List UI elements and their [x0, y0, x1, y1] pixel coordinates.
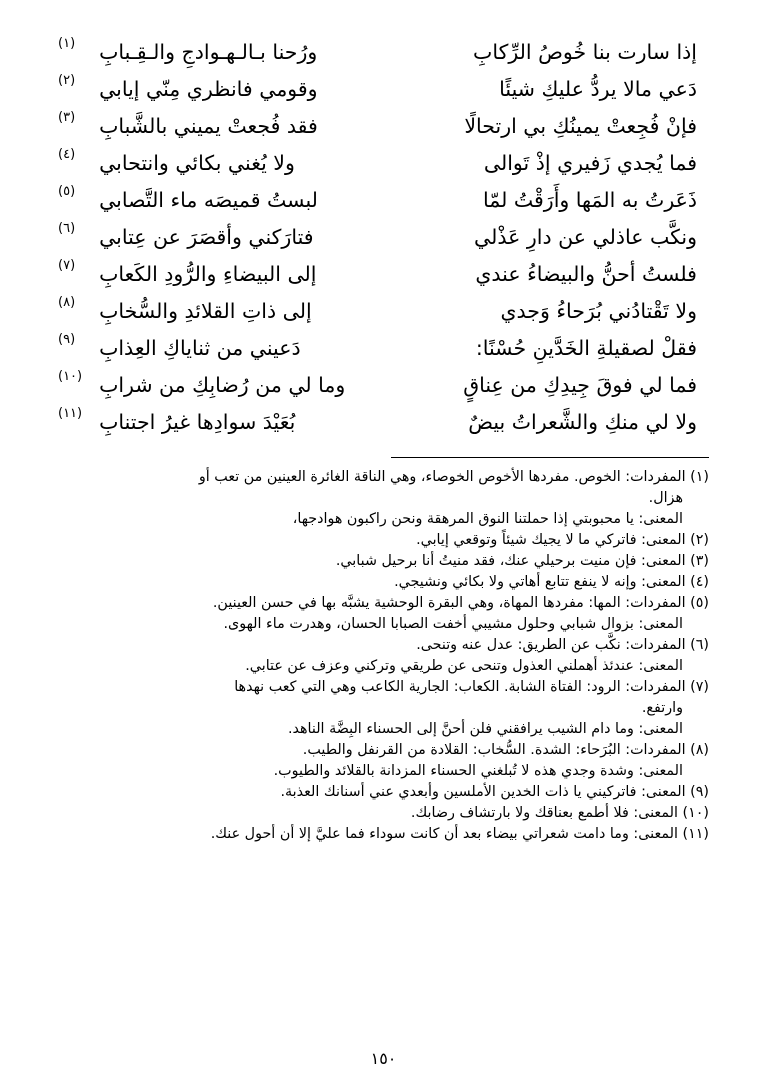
- footnote-separator-rule: [391, 457, 709, 458]
- verse-row: [58, 71, 709, 108]
- verse-hemistich-left: وما لي من رُضابِكِ من شرابِ: [99, 372, 346, 397]
- verse-hemistich-right: فما لي فوقَ جِيدِكِ من عِناقٍ: [463, 372, 697, 397]
- verse-number: (٣): [58, 110, 76, 125]
- poem-table: [58, 34, 709, 441]
- page-number: ١٥٠: [370, 1049, 397, 1068]
- verse-row: [58, 367, 709, 404]
- verse-hemistich-left: وقومي فانظري مِنّي إيابي: [99, 76, 318, 101]
- verse-hemistich-right: ولا تَقْتادُني بُرَحاءُ وَجدي: [500, 298, 697, 323]
- footnote-line: المعنى: وشدة وجدي هذه لا تُبلغني الحسناء المزدانة بالقلائد والطيوب.: [273, 763, 683, 780]
- verse-hemistich-right: فقلْ لصقيلةِ الخَدَّينِ حُسْنًا:: [475, 335, 697, 360]
- verse-row: [58, 145, 709, 182]
- verse-hemistich-right: ونكَّب عاذلي عن دارِ عَذْلي: [474, 224, 697, 249]
- verse-number: (٧): [58, 258, 76, 273]
- footnote-line: هزال.: [648, 490, 683, 507]
- footnote-line: وارتفع.: [641, 700, 683, 717]
- verse-row: [58, 256, 709, 293]
- footnote-line: (٥) المفردات: المها: مفردها المهاة، وهي البقرة الوحشية يشبَّه بها في حسن العينين.: [212, 595, 709, 612]
- verse-hemistich-right: ذَعَرتُ به المَها وأَرَقْتُ لمّا: [483, 187, 697, 212]
- verse-number: (٨): [58, 295, 76, 310]
- verse-hemistich-right: دَعي مالا يردُّ عليكِ شيئًا: [499, 76, 697, 101]
- poem-body: [58, 34, 709, 441]
- footnotes: [58, 467, 709, 845]
- footnote-item: [58, 593, 709, 635]
- footnote-line: (٨) المفردات: البُرَحاء: الشدة. السُّخاب: القلادة من القرنفل والطيب.: [302, 742, 709, 759]
- verse-hemistich-left: فقد فُجعتْ يميني بالشَّبابِ: [99, 113, 318, 138]
- verse-row: [58, 330, 709, 367]
- verse-hemistich-right: ولا لي منكِ والشَّعراتُ بيضٌ: [468, 409, 697, 434]
- verse-row: [58, 182, 709, 219]
- footnote-separator-wrap: [58, 457, 709, 458]
- footnote-line: (٦) المفردات: نكَّب عن الطريق: عدل عنه وتنحى.: [416, 637, 709, 654]
- footnote-item: [58, 551, 709, 572]
- verse-hemistich-right: فإنْ فُجِعتْ يمينُكِ بي ارتحالًا: [464, 113, 697, 138]
- footnote-line: (٢) المعنى: فاتركي ما لا يجيك شيئاً وتوقعي إيابي.: [416, 532, 709, 549]
- footnote-line: (٧) المفردات: الرود: الفتاة الشابة. الكعاب: الجارية الكاعب وهي التي كعب نهدها: [234, 679, 709, 696]
- verse-hemistich-right: فما يُجدي زَفيري إذْ تَوالى: [483, 150, 697, 175]
- verse-number: (١): [58, 36, 76, 51]
- verse-hemistich-left: ولا يُغني بكائي وانتحابي: [99, 150, 295, 175]
- footnote-item: [58, 677, 709, 740]
- footnote-item: [58, 740, 709, 782]
- verse-row: [58, 34, 709, 71]
- footnote-line: (١٠) المعنى: فلا أطمع بعناقك ولا بارتشاف رضابك.: [410, 805, 709, 822]
- verse-hemistich-right: فلستُ أحنُّ والبيضاءُ عندي: [475, 261, 697, 286]
- footnote-line: (٣) المعنى: فإن منيت برحيلي عنك، فقد منيتُ أنا برحيل شبابي.: [335, 553, 709, 570]
- verse-hemistich-left: إلى ذاتِ القلائدِ والسُّخابِ: [99, 298, 312, 323]
- verse-hemistich-left: لبستُ قميصَه ماء التَّصابي: [99, 187, 318, 212]
- footnote-line: المعنى: بزوال شبابي وحلول مشيبي أخفت الصبابا الحسان، وهدرت ماء الهوى.: [223, 616, 683, 633]
- verse-number: (٦): [58, 221, 76, 236]
- verse-number: (٥): [58, 184, 76, 199]
- verse-hemistich-left: ورُحنا بـالـهـوادجِ والـقِـبابِ: [99, 39, 318, 64]
- verse-number: (٩): [58, 332, 76, 347]
- footnote-item: [58, 803, 709, 824]
- footnote-item: [58, 572, 709, 593]
- verse-row: [58, 219, 709, 256]
- verse-hemistich-left: دَعيني من ثناياكِ العِذابِ: [99, 335, 301, 360]
- footnote-line: المعنى: عندئذ أهملني العذول وتنحى عن طريقي وتركني وعزف عن عتابي.: [245, 658, 683, 675]
- verse-number: (١٠): [58, 369, 83, 384]
- verse-hemistich-left: بُعَيْدَ سوادِها غيرُ اجتنابِ: [99, 409, 296, 434]
- verse-row: [58, 108, 709, 145]
- footnote-item: [58, 467, 709, 530]
- footnote-line: (٩) المعنى: فاتركيني يا ذات الخدين الأملسين وأبعدي عني أسنانك العذبة.: [280, 784, 709, 801]
- verse-row: [58, 293, 709, 330]
- verse-row: [58, 404, 709, 441]
- footnote-line: (٤) المعنى: وإنه لا ينفع تتابع أهاتي ولا بكائي ونشيجي.: [394, 574, 709, 591]
- verse-hemistich-left: إلى البيضاءِ والرُّودِ الكَعابِ: [99, 261, 317, 286]
- footnote-line: (١١) المعنى: وما دامت شعراتي بيضاء بعد أن كانت سوداء فما عليَّ إلا أن أحول عنك.: [210, 826, 709, 843]
- verse-number: (١١): [58, 406, 83, 421]
- footnote-line: المعنى: يا محبوبتي إذا حملتنا النوق المرهقة ونحن راكبون هوادجها،: [292, 511, 683, 528]
- verse-hemistich-right: إذا سارت بنا خُوصُ الرِّكابِ: [473, 39, 697, 64]
- verse-number: (٤): [58, 147, 76, 162]
- footnote-item: [58, 530, 709, 551]
- footnote-line: المعنى: وما دام الشيب يرافقني فلن أحنَّ إلى الحسناء البِضَّة الناهد.: [287, 721, 683, 738]
- footnote-item: [58, 824, 709, 845]
- footnote-item: [58, 782, 709, 803]
- verse-number: (٢): [58, 73, 76, 88]
- footnote-line: (١) المفردات: الخوص. مفردها الأخوص الخوصاء، وهي الناقة الغائرة العينين من تعب أو: [198, 469, 709, 485]
- footnote-item: [58, 635, 709, 677]
- verse-hemistich-left: فتارَكني وأقصَرَ عن عِتابي: [99, 224, 314, 249]
